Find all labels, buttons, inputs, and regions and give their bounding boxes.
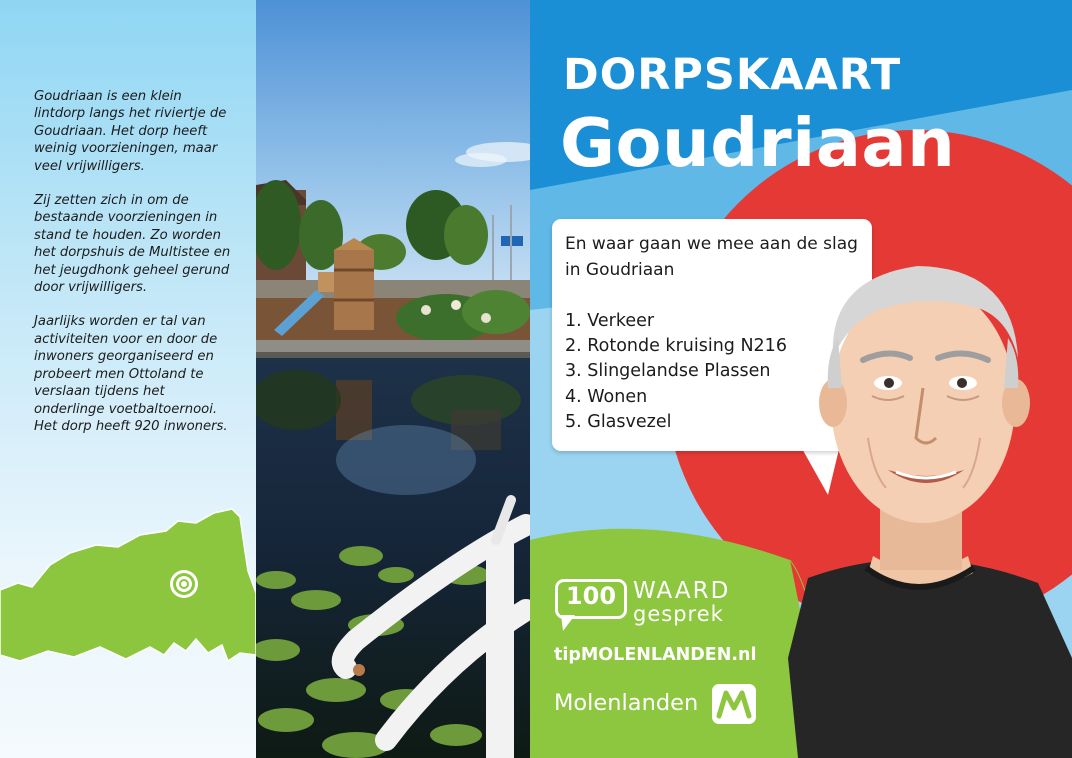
intro-paragraph-2: Zij zetten zich in om de bestaande voorzieningen in stand te houden. Zo worden het dorpshuis de Multistee en het jeugdhonk geheel gerund door vrijwilligers. [34, 193, 231, 296]
bubble-question: En waar gaan we mee aan de slag in Goudriaan [565, 234, 858, 280]
brand-gesprek: gesprek [633, 602, 724, 626]
topic-item-1: 1. Verkeer [565, 311, 655, 331]
website-url[interactable]: tipMOLENLANDEN.nl [554, 645, 757, 665]
info-panel [0, 0, 256, 758]
intro-paragraph-3: Jaarlijks worden er tal van activiteiten voor en door de inwoners georganiseerd en probeert men Ottoland te verslaan tijdens het onderlinge voetbaltoernooi. Het dorp heeft 920 inwoners. [34, 314, 228, 434]
topic-list [565, 309, 787, 435]
title-village-name: Goudriaan [560, 104, 956, 182]
intro-text [34, 88, 234, 452]
location-target-icon [170, 570, 198, 598]
cover-panel [530, 0, 1072, 758]
brand-waard: WAARD [633, 578, 731, 604]
title-dorpskaart: DORPSKAART [563, 50, 902, 100]
badge-number: 100 [565, 582, 617, 610]
topic-item-5: 5. Glasvezel [565, 411, 672, 432]
honderd-waard-logo [555, 579, 629, 639]
village-photo [256, 0, 530, 758]
molenlanden-logo-icon [712, 684, 756, 724]
topic-item-3: 3. Slingelandse Plassen [565, 361, 771, 382]
caricature-portrait [768, 238, 1072, 758]
topic-item-2: 2. Rotonde kruising N216 [565, 336, 787, 357]
intro-paragraph-1: Goudriaan is een klein lintdorp langs het riviertje de Goudriaan. Het dorp heeft weinig voorzieningen, maar veel vrijwilligers. [34, 89, 227, 174]
molenlanden-wordmark: Molenlanden [554, 690, 699, 716]
topic-item-4: 4. Wonen [565, 386, 648, 407]
village-map [0, 505, 256, 758]
speech-tail-icon [561, 615, 581, 633]
